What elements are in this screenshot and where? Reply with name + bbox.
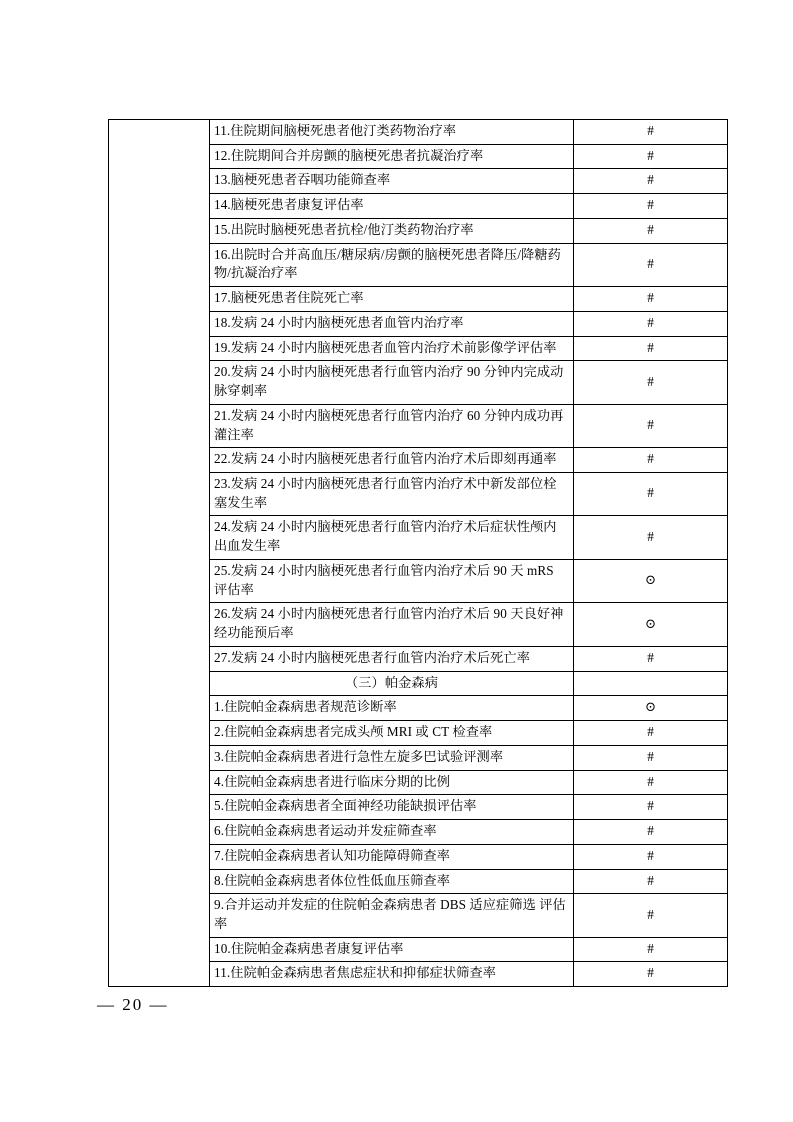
table-indicator-name: 8.住院帕金森病患者体位性低血压筛查率 [210, 869, 574, 894]
table-indicator-name: 23.发病 24 小时内脑梗死患者行血管内治疗术中新发部位栓塞发生率 [210, 473, 574, 516]
table-indicator-name: 10.住院帕金森病患者康复评估率 [210, 937, 574, 962]
indicator-table [108, 119, 728, 987]
table-indicator-name: 25.发病 24 小时内脑梗死患者行血管内治疗术后 90 天 mRS 评估率 [210, 559, 574, 602]
table-indicator-name: 15.出院时脑梗死患者抗栓/他汀类药物治疗率 [210, 218, 574, 243]
table-indicator-name: 26.发病 24 小时内脑梗死患者行血管内治疗术后 90 天良好神经功能预后率 [210, 603, 574, 646]
table-indicator-name: 14.脑梗死患者康复评估率 [210, 194, 574, 219]
table-mark-cell: # [574, 218, 728, 243]
table-row [109, 120, 728, 145]
table-left-spacer-cell [109, 120, 210, 987]
table-indicator-name: 11.住院帕金森病患者焦虑症状和抑郁症状筛查率 [210, 962, 574, 987]
table-indicator-name: 9.合并运动并发症的住院帕金森病患者 DBS 适应症筛选 评估率 [210, 894, 574, 937]
table-indicator-name: 19.发病 24 小时内脑梗死患者血管内治疗术前影像学评估率 [210, 336, 574, 361]
table-mark-cell: # [574, 937, 728, 962]
table-mark-cell: # [574, 795, 728, 820]
table-mark-cell: # [574, 361, 728, 404]
table-mark-cell: # [574, 144, 728, 169]
table-mark-cell: # [574, 820, 728, 845]
table-mark-cell: # [574, 721, 728, 746]
table-mark-cell: # [574, 770, 728, 795]
table-section-header: （三）帕金森病 [210, 671, 574, 696]
table-mark-cell: # [574, 894, 728, 937]
table-indicator-name: 27.发病 24 小时内脑梗死患者行血管内治疗术后死亡率 [210, 646, 574, 671]
table-mark-cell: # [574, 869, 728, 894]
table-mark-cell: # [574, 120, 728, 145]
table-indicator-name: 17.脑梗死患者住院死亡率 [210, 287, 574, 312]
table-indicator-name: 5.住院帕金森病患者全面神经功能缺损评估率 [210, 795, 574, 820]
table-indicator-name: 20.发病 24 小时内脑梗死患者行血管内治疗 90 分钟内完成动脉穿刺率 [210, 361, 574, 404]
table-mark-cell: ⊙ [574, 603, 728, 646]
table-mark-cell: # [574, 336, 728, 361]
table-indicator-name: 12.住院期间合并房颤的脑梗死患者抗凝治疗率 [210, 144, 574, 169]
table-indicator-name: 22.发病 24 小时内脑梗死患者行血管内治疗术后即刻再通率 [210, 448, 574, 473]
table-mark-cell: # [574, 473, 728, 516]
table-indicator-name: 4.住院帕金森病患者进行临床分期的比例 [210, 770, 574, 795]
table-indicator-name: 11.住院期间脑梗死患者他汀类药物治疗率 [210, 120, 574, 145]
table-mark-cell: # [574, 169, 728, 194]
table-mark-cell: # [574, 962, 728, 987]
table-mark-cell: ⊙ [574, 559, 728, 602]
table-indicator-name: 13.脑梗死患者吞咽功能筛查率 [210, 169, 574, 194]
table-mark-cell: # [574, 287, 728, 312]
table-mark-cell: # [574, 745, 728, 770]
table-mark-cell: # [574, 404, 728, 447]
table-mark-cell: # [574, 646, 728, 671]
table-indicator-name: 1.住院帕金森病患者规范诊断率 [210, 696, 574, 721]
table-mark-cell: # [574, 844, 728, 869]
table-mark-cell: ⊙ [574, 696, 728, 721]
table-mark-cell: # [574, 311, 728, 336]
table-mark-cell: # [574, 243, 728, 286]
table-mark-cell: # [574, 516, 728, 559]
table-indicator-name: 3.住院帕金森病患者进行急性左旋多巴试验评测率 [210, 745, 574, 770]
page-number: — 20 — [97, 995, 169, 1014]
table-mark-cell: # [574, 194, 728, 219]
table-indicator-name: 16.出院时合并高血压/糖尿病/房颤的脑梗死患者降压/降糖药物/抗凝治疗率 [210, 243, 574, 286]
table-mark-cell [574, 671, 728, 696]
table-indicator-name: 2.住院帕金森病患者完成头颅 MRI 或 CT 检查率 [210, 721, 574, 746]
table-indicator-name: 7.住院帕金森病患者认知功能障碍筛查率 [210, 844, 574, 869]
table-indicator-name: 24.发病 24 小时内脑梗死患者行血管内治疗术后症状性颅内出血发生率 [210, 516, 574, 559]
table-indicator-name: 21.发病 24 小时内脑梗死患者行血管内治疗 60 分钟内成功再灌注率 [210, 404, 574, 447]
table-indicator-name: 18.发病 24 小时内脑梗死患者血管内治疗率 [210, 311, 574, 336]
table-body [109, 120, 728, 987]
table-mark-cell: # [574, 448, 728, 473]
table-indicator-name: 6.住院帕金森病患者运动并发症筛查率 [210, 820, 574, 845]
